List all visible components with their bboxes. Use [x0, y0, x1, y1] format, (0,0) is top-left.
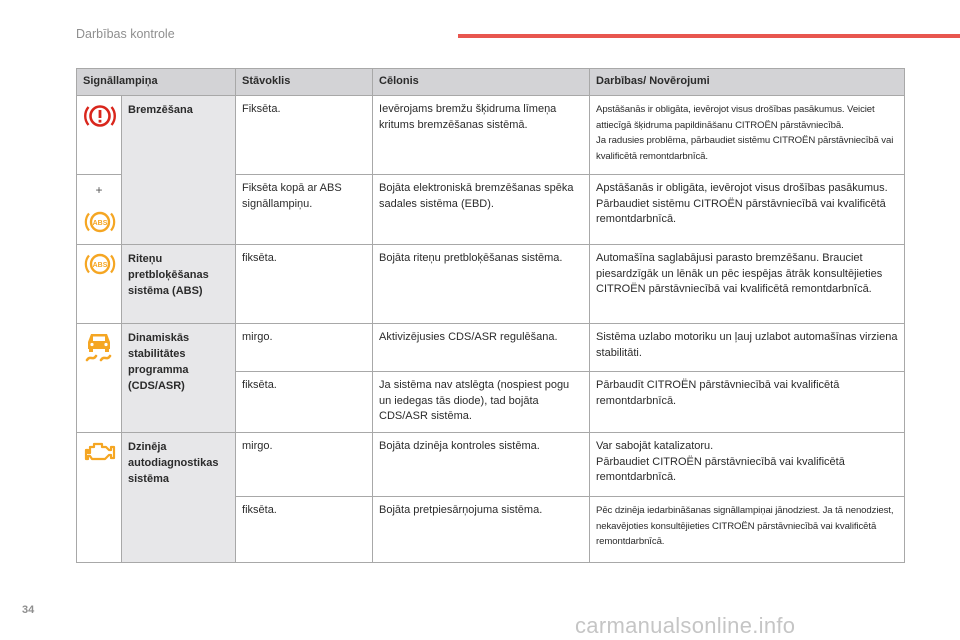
action-cell: Pēc dzinēja iedarbināšanas signāllampiņai jānodziest. Ja tā nenodziest, nekavējoties konsultējieties CITROËN pārstāvniecībā vai kvalificētā remontdarbnīcā. — [590, 497, 905, 563]
icon-cell — [77, 175, 122, 245]
cause-cell: Ja sistēma nav atslēgta (nospiest pogu un iedegas tās diode), tad bojāta CDS/ASR sistēma. — [373, 372, 590, 433]
table-header-row — [77, 69, 905, 96]
state-cell: fiksēta. — [236, 372, 373, 433]
exclamation-circle-icon — [83, 102, 117, 130]
signal-lamps-table — [76, 68, 905, 563]
state-cell: mirgo. — [236, 324, 373, 372]
icon-cell — [77, 96, 122, 175]
signal-name: Dinamiskās stabilitātes programma (CDS/ASR) — [122, 324, 236, 433]
table-row — [77, 324, 905, 372]
cause-cell: Ievērojams bremžu šķidruma līmeņa kritums bremzēšanas sistēmā. — [373, 96, 590, 175]
signal-name: Riteņu pretbloķēšanas sistēma (ABS) — [122, 245, 236, 324]
action-cell: Apstāšanās ir obligāta, ievērojot visus drošības pasākumus. Veiciet attiecīgā šķidruma papildināšanu CITROËN pārstāvniecībā. Ja radusies problēma, pārbaudiet sistēmu CITROËN pārstāvniecībā vai kvalificētā remontdarbnīcā. — [590, 96, 905, 175]
action-cell: Apstāšanās ir obligāta, ievērojot visus drošības pasākumus. Pārbaudiet sistēmu CITROËN pārstāvniecībā vai kvalificētā remontdarbnīcā. — [590, 175, 905, 245]
action-cell: Automašīna saglabājusi parasto bremzēšanu. Brauciet piesardzīgāk un lēnāk un pēc iespējas ātrāk konsultējieties CITROËN pārstāvniecībā vai kvalificētā remontdarbnīcā. — [590, 245, 905, 324]
icon-cell — [77, 324, 122, 433]
cause-cell: Bojāta pretpiesārņojuma sistēma. — [373, 497, 590, 563]
state-cell: fiksēta. — [236, 497, 373, 563]
icon-cell — [77, 245, 122, 324]
cause-cell: Bojāta riteņu pretbloķēšanas sistēma. — [373, 245, 590, 324]
state-cell: Fiksēta kopā ar ABS signāllampiņu. — [236, 175, 373, 245]
table-row — [77, 96, 905, 175]
section-title: Darbības kontrole — [76, 27, 175, 41]
column-header-cause: Cēlonis — [373, 69, 590, 96]
table-row — [77, 433, 905, 497]
svg-text:ABS: ABS — [92, 261, 108, 269]
svg-text:ABS: ABS — [92, 219, 108, 227]
column-header-action: Darbības/ Novērojumi — [590, 69, 905, 96]
action-cell: Sistēma uzlabo motoriku un ļauj uzlabot automašīnas virziena stabilitāti. — [590, 324, 905, 372]
abs-icon — [83, 251, 117, 277]
icon-cell — [77, 433, 122, 563]
state-cell: mirgo. — [236, 433, 373, 497]
state-cell: fiksēta. — [236, 245, 373, 324]
cause-cell: Bojāta elektroniskā bremzēšanas spēka sadales sistēma (EBD). — [373, 175, 590, 245]
watermark: carmanualsonline.info — [575, 613, 796, 638]
table-row — [77, 245, 905, 324]
cause-cell: Aktivizējusies CDS/ASR regulēšana. — [373, 324, 590, 372]
action-cell: Var sabojāt katalizatoru. Pārbaudiet CITROËN pārstāvniecībā vai kvalificētā remontdarbnīcā. — [590, 433, 905, 497]
plus-sign: + — [95, 183, 103, 197]
stability-control-icon — [84, 330, 114, 364]
signal-name: Bremzēšana — [122, 96, 236, 245]
page-number: 34 — [22, 604, 35, 616]
signal-name: Dzinēja autodiagnostikas sistēma — [122, 433, 236, 563]
accent-bar — [458, 34, 960, 38]
cause-cell: Bojāta dzinēja kontroles sistēma. — [373, 433, 590, 497]
action-cell: Pārbaudīt CITROËN pārstāvniecībā vai kvalificētā remontdarbnīcā. — [590, 372, 905, 433]
engine-icon — [83, 439, 117, 463]
abs-icon — [83, 209, 117, 235]
state-cell: Fiksēta. — [236, 96, 373, 175]
column-header-signal-lamp: Signāllampiņa — [77, 69, 236, 96]
column-header-state: Stāvoklis — [236, 69, 373, 96]
